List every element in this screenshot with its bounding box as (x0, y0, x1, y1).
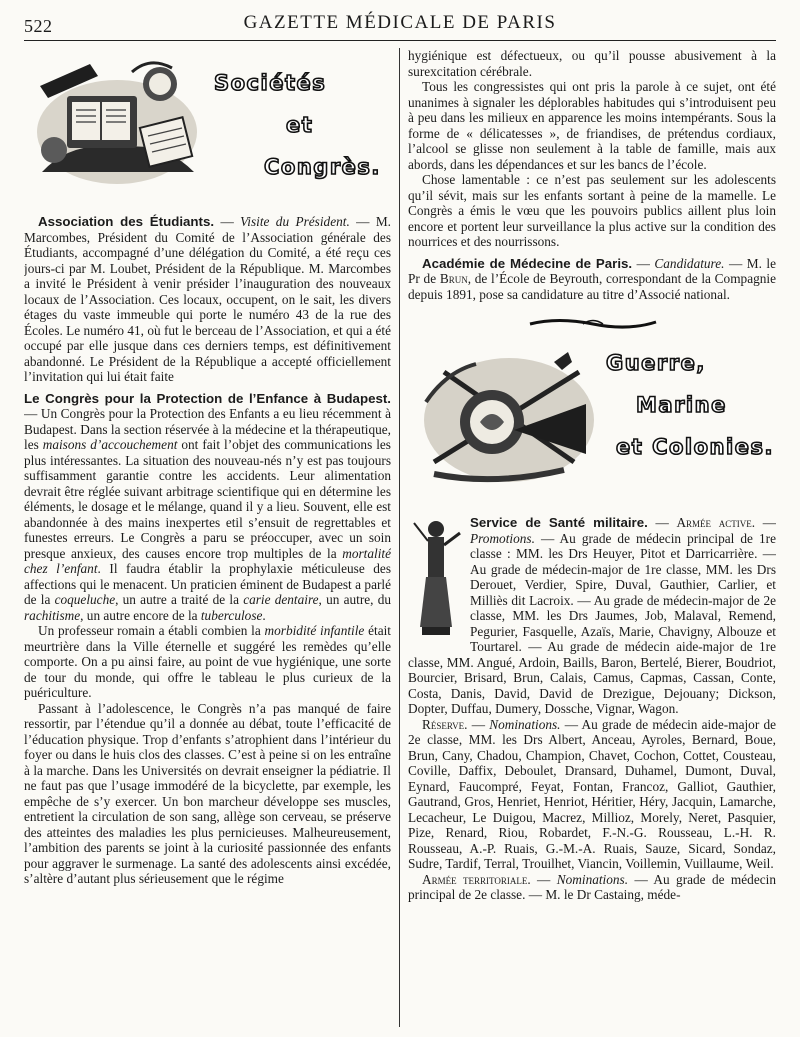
military-trophy-icon (414, 342, 599, 492)
banner-word-guerre: Guerre, (606, 351, 706, 375)
left-column (24, 48, 391, 1027)
article-body: — M. Marcombes, Président du Comité de l’Association générale des Étudiants, accompagné d’une délégation du Comité, a été reçu ces jours-ci par M. Loubet, Président de la République. M. Marcombes a invité le Président à venir présider l’inauguration des nouveaux locaux de l’Association. Ces locaux, occupent, on le sait, les divers étages du vaste immeuble qui porte le numéro 43 de la rue des Écoles. Le numéro 41, où fut le berceau de l’Association, et qui a été occupé par elle jusque dans ces derniers temps, est définitivement abandonné. Le Président de la République a accepté officiellement l’invitation qui lui était faite (24, 214, 391, 384)
banner-word-et: et (286, 113, 314, 137)
article-subtitle: Visite du Président. (240, 214, 350, 229)
article-title: Académie de Médecine de Paris. (422, 255, 633, 271)
banner-word-colonies: et Colonies. (616, 435, 774, 459)
paragraph: Réserve. — Nominations. — Au grade de médecin aide-major de 2e classe, MM. les Drs Albert, Anceau, Ayroles, Bernard, Boue, Brun, Cany, Chadou, Champion, Chavet, Cochon, Cottet, Cousteau, Coville, Daffix, Deboulet, Dransard, Duhamel, Dumont, Duval, Eynard, Faucompré, Feyat, Fontan, Francoz, Galliot, Gauthier, Gautrand, Gros, Henriet, Henriot, Héritier, Héry, Jacquin, Lamarche, Lecacheur, Le Duigou, Macrez, Millioz, Morely, Neret, Pasquier, Pize, Renard, Riou, Robardet, F.-N.-G. Rousseau, L.-H. R. Rousseau, A.-P. Ruais, G.-M.-A. Ruais, Sauze, Sicard, Sondaz, Sudre, Tardif, Terral, Trouilhet, Viancin, Voillemin, Vuillaume, Weil. (408, 716, 776, 871)
paragraph: hygiénique est défectueux, ou qu’il pousse abusivement à la surexcitation cérébrale. (408, 48, 776, 79)
societes-banner (24, 48, 391, 198)
section-label: Réserve. (422, 716, 468, 732)
article-title: Association des Étudiants. (38, 214, 215, 229)
page-number: 522 (24, 16, 53, 36)
paragraph: Service de Santé militaire. — Armée active. — Promotions. — Au grade de médecin principal de 1re classe : MM. les Drs Heuyer, Pitot et Darricarrière. — Au grade de médecin-major de 1re classe, MM. les Drs Derouet, Verdier, Spire, Duval, Gauthier, Carlier, et Milliès dit Lacroix. — Au grade de médecin-major de 2e classe, MM. les Drs Jaumes, Job, Malaval, Remend, Pegurier, Fasquelle, Azaïs, Marie, Chavigny, Albouze et Tourtarel. — Au grade de médecin aide-major de 1re classe, MM. Angué, Ardoin, Baills, Baron, Bertelé, Bierer, Boudriot, Bourcier, Brisard, Brun, Calais, Camus, Capmas, Cassan, Conte, Costa, Danis, David, David de Drezigue, Dejouany; Dickson, Dopter, Duffau, Dumery, Dossche, Vignar, Wagon. (408, 515, 776, 716)
article-subtitle: Candidature. (654, 255, 725, 271)
article-association: Association des Étudiants. — Visite du Président. — M. Marcombes, Président du Comité de l’Association générale des Étudiants, accompagné d’une délégation du Comité, a été reçu ces jours-ci par M. Loubet, Président de la République. M. Marcombes a invité le Président à venir présider l’inauguration des nouveaux locaux de l’Association. Ces locaux, occupent, on le sait, les divers étages du vaste immeuble qui porte le numéro 43 de la rue des Écoles. Le numéro 41, où fut le berceau de l’Association, et qui a été occupé par elle jusque dans ces derniers temps, est définitivement abandonné. Le Président de la République a accepté officiellement l’invitation qui lui était faite (24, 214, 391, 384)
journal-title: GAZETTE MÉDICALE DE PARIS (243, 12, 557, 33)
soldier-figure-icon (408, 515, 464, 641)
article-title: Le Congrès pour la Protection de l’Enfance à Budapest. (24, 390, 391, 406)
paragraph: Passant à l’adolescence, le Congrès n’a pas manqué de faire ressortir, par l’étendue qu’il a donnée au débat, toute l’efficacité de l’éducation physique. Trop d’enfants s’atrophient dans l’intérieur du foyer ou dans le huis clos des classes. C’est à peine si on les entraîne à la marche. Dans les Universités on devrait enseigner la pédiatrie. Il ne faut pas que l’usage immodéré de la bicyclette, par exemple, les empêche de s’y exercer. Un bon marcheur développe ses muscles, entretient la circulation de son sang, allège son cerveau, se préserve des atteintes des maladies les plus pernicieuses. Malheureusement, l’ambition des parents se joint à la curiosité passionnée des enfants pour aggraver le surmenage. La santé des adolescents ainsi excédée, s’altère d’autant plus sérieusement que le régime (24, 700, 391, 886)
page-header (24, 12, 776, 41)
article-congres: Le Congrès pour la Protection de l’Enfance à Budapest. — Un Congrès pour la Protection des Enfants a eu lieu récemment à Budapest. Dans la section réservée à la médecine et la thérapeutique, les maisons d’accouchement ont fait l’objet des communications les plus intéressantes. La situation des nouveau-nés n’y est pas toujours suffisamment garantie contre les accidents. Leur alimentation devrait être réglée suivant arbitrage scientifique qui en détermine les éléments, le dosage et le mélange, quand il y a lieu. Souvent, elle est abandonnée à des mains inexpertes etil s’ensuit de regrettables et funestes erreurs. Le Congrès a paru se préoccuper, avec un soin presque anxieux, des causes encore trop multiples de la mortalité chez l’enfant. Il faudra établir la prophylaxie méticuleuse des affections qui le menacent. Un praticien éminent de Budapest a parlé de la coqueluche, un autre a traité de la carie dentaire, un autre, du rachitisme, un autre encore de la tuberculose. (24, 390, 391, 623)
books-illustration-icon (32, 52, 202, 192)
section-label: Armée territoriale. (422, 871, 531, 887)
right-column (408, 48, 776, 1027)
article-title: Service de Santé militaire. (470, 515, 648, 530)
ornament-divider (408, 316, 776, 336)
column-divider (399, 48, 400, 1027)
paragraph: Chose lamentable : ce n’est pas seulement sur les adolescents qu’il sévit, mais sur les enfants sortant à peine de la mamelle. Le Congrès a émis le vœu que les pouvoirs publics aillent plus loin encore et portent leur surveillance la plus active sur la condition des nourrices et des nourrissons. (408, 172, 776, 249)
article-academie: Académie de Médecine de Paris. — Candidature. — M. le Pr de Brun, de l’École de Beyrouth, correspondant de la Compagnie depuis 1891, pose sa candidature au titre d’Associé national. (408, 255, 776, 302)
guerre-banner (408, 342, 776, 497)
banner-word-congres: Congrès. (264, 155, 381, 179)
paragraph: Tous les congressistes qui ont pris la parole à ce sujet, ont été unanimes à signaler les déplorables habitudes qui s’introduisent peu à peu dans les milieux en apparence les moins intempérants. Sous la forme de « délicatesses », de friandises, de prétendus cordiaux, l’alcool se glisse non seulement à la table de famille, mais aux abords, dans les dépendances et sur les bancs de l’école. (408, 79, 776, 172)
paragraph: Un professeur romain a établi combien la morbidité infantile était meurtrière dans la Ville éternelle et suggéré les remèdes qu’elle comporte. On a pu ainsi faire, au point de vue hygiénique, une sorte de tour du monde, qui offre le tableau le plus curieux de la puériculture. (24, 623, 391, 700)
section-label: Armée active. (676, 515, 756, 530)
paragraph: Armée territoriale. — Nominations. — Au grade de médecin principal de 2e classe. — M. le Dr Castaing, méde- (408, 871, 776, 902)
banner-word-societes: Sociétés (214, 71, 327, 95)
banner-word-marine: Marine (636, 393, 727, 417)
article-service-sante (408, 515, 776, 903)
